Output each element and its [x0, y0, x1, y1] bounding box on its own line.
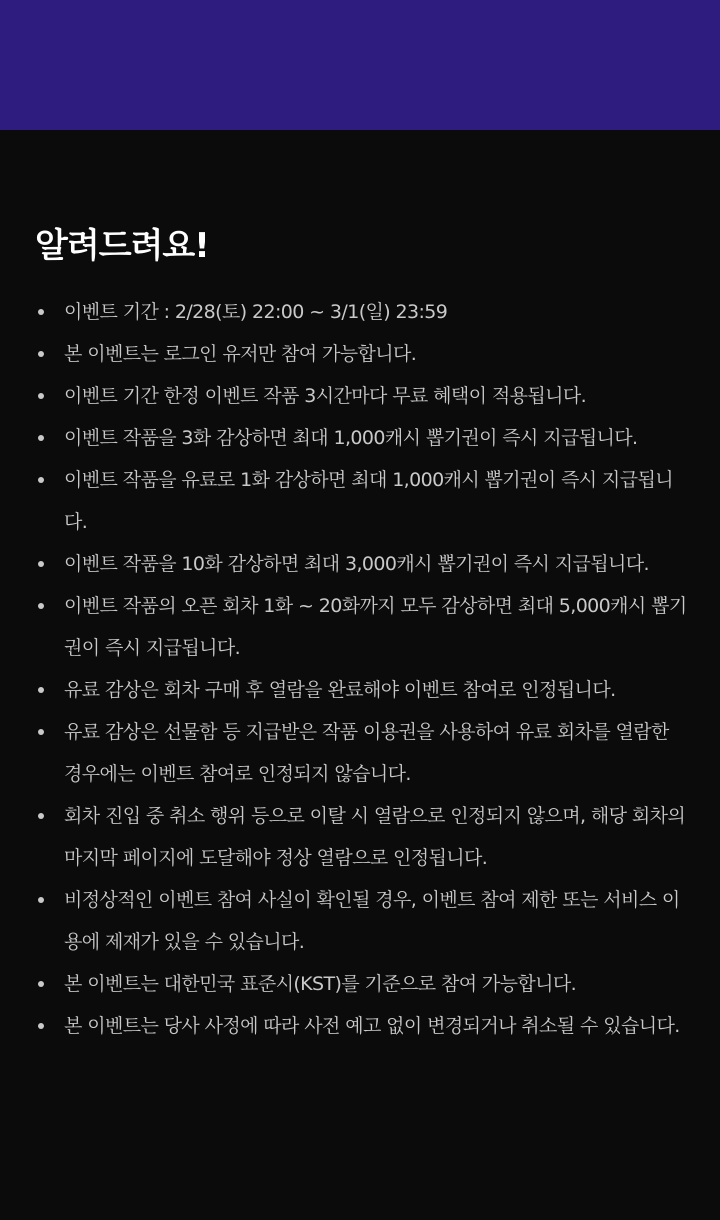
notice-item — [0, 375, 720, 417]
notice-item-text: 이벤트 작품을 3화 감상하면 최대 1,000캐시 뽑기권이 즉시 지급됩니다. — [64, 427, 638, 449]
notice-list — [0, 291, 720, 1047]
notice-item-text: 이벤트 작품을 10화 감상하면 최대 3,000캐시 뽑기권이 즉시 지급됩니다. — [64, 553, 649, 575]
bullet-icon — [38, 477, 44, 483]
bullet-icon — [38, 351, 44, 357]
notice-item-text: 본 이벤트는 로그인 유저만 참여 가능합니다. — [64, 343, 417, 365]
notice-item — [0, 333, 720, 375]
notice-title: 알려드려요! — [35, 226, 209, 266]
bullet-icon — [38, 603, 44, 609]
bullet-icon — [38, 813, 44, 819]
bullet-icon — [38, 729, 44, 735]
bullet-icon — [38, 435, 44, 441]
notice-item — [0, 1005, 720, 1047]
notice-item-text: 이벤트 기간 한정 이벤트 작품 3시간마다 무료 혜택이 적용됩니다. — [64, 385, 587, 407]
notice-item-text: 이벤트 작품을 유료로 1화 감상하면 최대 1,000캐시 뽑기권이 즉시 지급됩니다. — [64, 469, 673, 533]
notice-item-text: 본 이벤트는 당사 사정에 따라 사전 예고 없이 변경되거나 취소될 수 있습니다. — [64, 1015, 680, 1037]
notice-item — [0, 963, 720, 1005]
bullet-icon — [38, 1023, 44, 1029]
bullet-icon — [38, 687, 44, 693]
bullet-icon — [38, 393, 44, 399]
bullet-icon — [38, 309, 44, 315]
notice-item — [0, 417, 720, 459]
notice-item — [0, 459, 720, 543]
notice-item-text: 유료 감상은 선물함 등 지급받은 작품 이용권을 사용하여 유료 회차를 열람한 경우에는 이벤트 참여로 인정되지 않습니다. — [64, 721, 669, 785]
notice-item — [0, 795, 720, 879]
notice-item-text: 이벤트 작품의 오픈 회차 1화 ~ 20화까지 모두 감상하면 최대 5,000캐시 뽑기권이 즉시 지급됩니다. — [64, 595, 687, 659]
bullet-icon — [38, 561, 44, 567]
bullet-icon — [38, 897, 44, 903]
notice-item-text: 유료 감상은 회차 구매 후 열람을 완료해야 이벤트 참여로 인정됩니다. — [64, 679, 616, 701]
notice-item — [0, 669, 720, 711]
bullet-icon — [38, 981, 44, 987]
event-banner — [0, 0, 720, 130]
notice-item — [0, 711, 720, 795]
notice-item-text: 비정상적인 이벤트 참여 사실이 확인될 경우, 이벤트 참여 제한 또는 서비스 이용에 제재가 있을 수 있습니다. — [64, 889, 680, 953]
notice-section — [0, 130, 720, 1220]
notice-item — [0, 543, 720, 585]
notice-item — [0, 879, 720, 963]
notice-item — [0, 291, 720, 333]
notice-item-text: 회차 진입 중 취소 행위 등으로 이탈 시 열람으로 인정되지 않으며, 해당 회차의 마지막 페이지에 도달해야 정상 열람으로 인정됩니다. — [64, 805, 686, 869]
notice-item — [0, 585, 720, 669]
notice-item-text: 이벤트 기간 : 2/28(토) 22:00 ~ 3/1(일) 23:59 — [64, 301, 448, 323]
notice-item-text: 본 이벤트는 대한민국 표준시(KST)를 기준으로 참여 가능합니다. — [64, 973, 577, 995]
